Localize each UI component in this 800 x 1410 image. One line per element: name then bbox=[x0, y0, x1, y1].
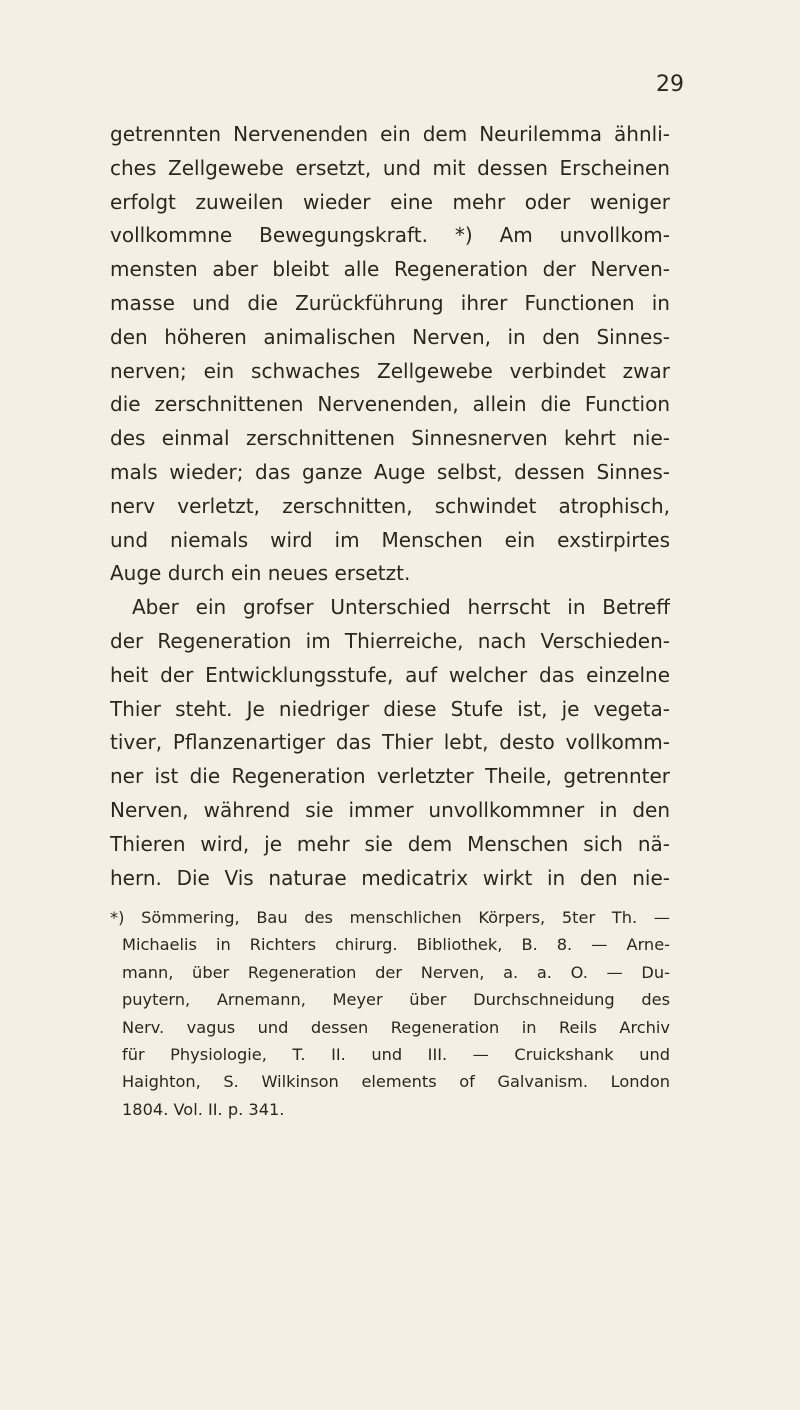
footnote-line: Michaelis in Richters chirurg. Bibliothek, B. 8. — Arne- bbox=[122, 935, 670, 955]
text-line: nerv verletzt, zerschnitten, schwindet atrophisch, bbox=[110, 493, 670, 518]
text-line: Thier steht. Je niedriger diese Stufe ist, je vegeta- bbox=[110, 696, 670, 721]
text-line: getrennten Nervenenden ein dem Neurilemma ähnli- bbox=[110, 122, 670, 146]
footnote-line: 1804. Vol. II. p. 341. bbox=[122, 1099, 285, 1119]
text-line: mensten aber bleibt alle Regeneration der Nerven- bbox=[110, 257, 670, 282]
footnote-line: Nerv. vagus und dessen Regeneration in Reils Archiv bbox=[122, 1017, 670, 1037]
text-line: Thieren wird, je mehr sie dem Menschen sich nä- bbox=[110, 831, 670, 856]
footnote-line: Haighton, S. Wilkinson elements of Galvanism. London bbox=[122, 1072, 670, 1092]
text-line: mals wieder; das ganze Auge selbst, dessen Sinnes- bbox=[110, 459, 670, 484]
text-line: die zerschnittenen Nervenenden, allein die Function bbox=[110, 392, 670, 417]
text-line: erfolgt zuweilen wieder eine mehr oder weniger bbox=[110, 189, 670, 214]
text-line: hern. Die Vis naturae medicatrix wirkt in den nie- bbox=[110, 865, 670, 890]
footnote-line: mann, über Regeneration der Nerven, a. a. O. — Du- bbox=[122, 962, 670, 982]
text-line: ches Zellgewebe ersetzt, und mit dessen Erscheinen bbox=[110, 155, 670, 180]
text-line: heit der Entwicklungsstufe, auf welcher das einzelne bbox=[110, 662, 670, 687]
text-line: Nerven, während sie immer unvollkommner in den bbox=[110, 797, 670, 822]
text-line: masse und die Zurückführung ihrer Functionen in bbox=[110, 290, 670, 315]
body-text bbox=[110, 118, 670, 895]
text-line: vollkommne Bewegungskraft. *) Am unvollkom- bbox=[110, 223, 670, 248]
text-line: Auge durch ein neues ersetzt. bbox=[110, 561, 411, 586]
footnote-line: puytern, Arnemann, Meyer über Durchschneidung des bbox=[122, 990, 670, 1010]
text-line: den höheren animalischen Nerven, in den Sinnes- bbox=[110, 324, 670, 349]
text-line: der Regeneration im Thierreiche, nach Verschieden- bbox=[110, 628, 670, 653]
text-line: ner ist die Regeneration verletzter Theile, getrennter bbox=[110, 764, 670, 789]
text-line: nerven; ein schwaches Zellgewebe verbindet zwar bbox=[110, 358, 670, 383]
text-line: Aber ein grofser Unterschied herrscht in Betreff bbox=[132, 595, 670, 620]
text-line: tiver, Pflanzenartiger das Thier lebt, desto vollkomm- bbox=[110, 730, 670, 755]
footnotes bbox=[110, 904, 670, 1123]
footnote-line: für Physiologie, T. II. und III. — Cruickshank und bbox=[122, 1044, 670, 1064]
footnote-line: *) Sömmering, Bau des menschlichen Körpers, 5ter Th. — bbox=[110, 908, 670, 927]
text-line: des einmal zerschnittenen Sinnesnerven kehrt nie- bbox=[110, 426, 670, 451]
page-number: 29 bbox=[656, 72, 684, 97]
text-line: und niemals wird im Menschen ein exstirpirtes bbox=[110, 527, 670, 552]
